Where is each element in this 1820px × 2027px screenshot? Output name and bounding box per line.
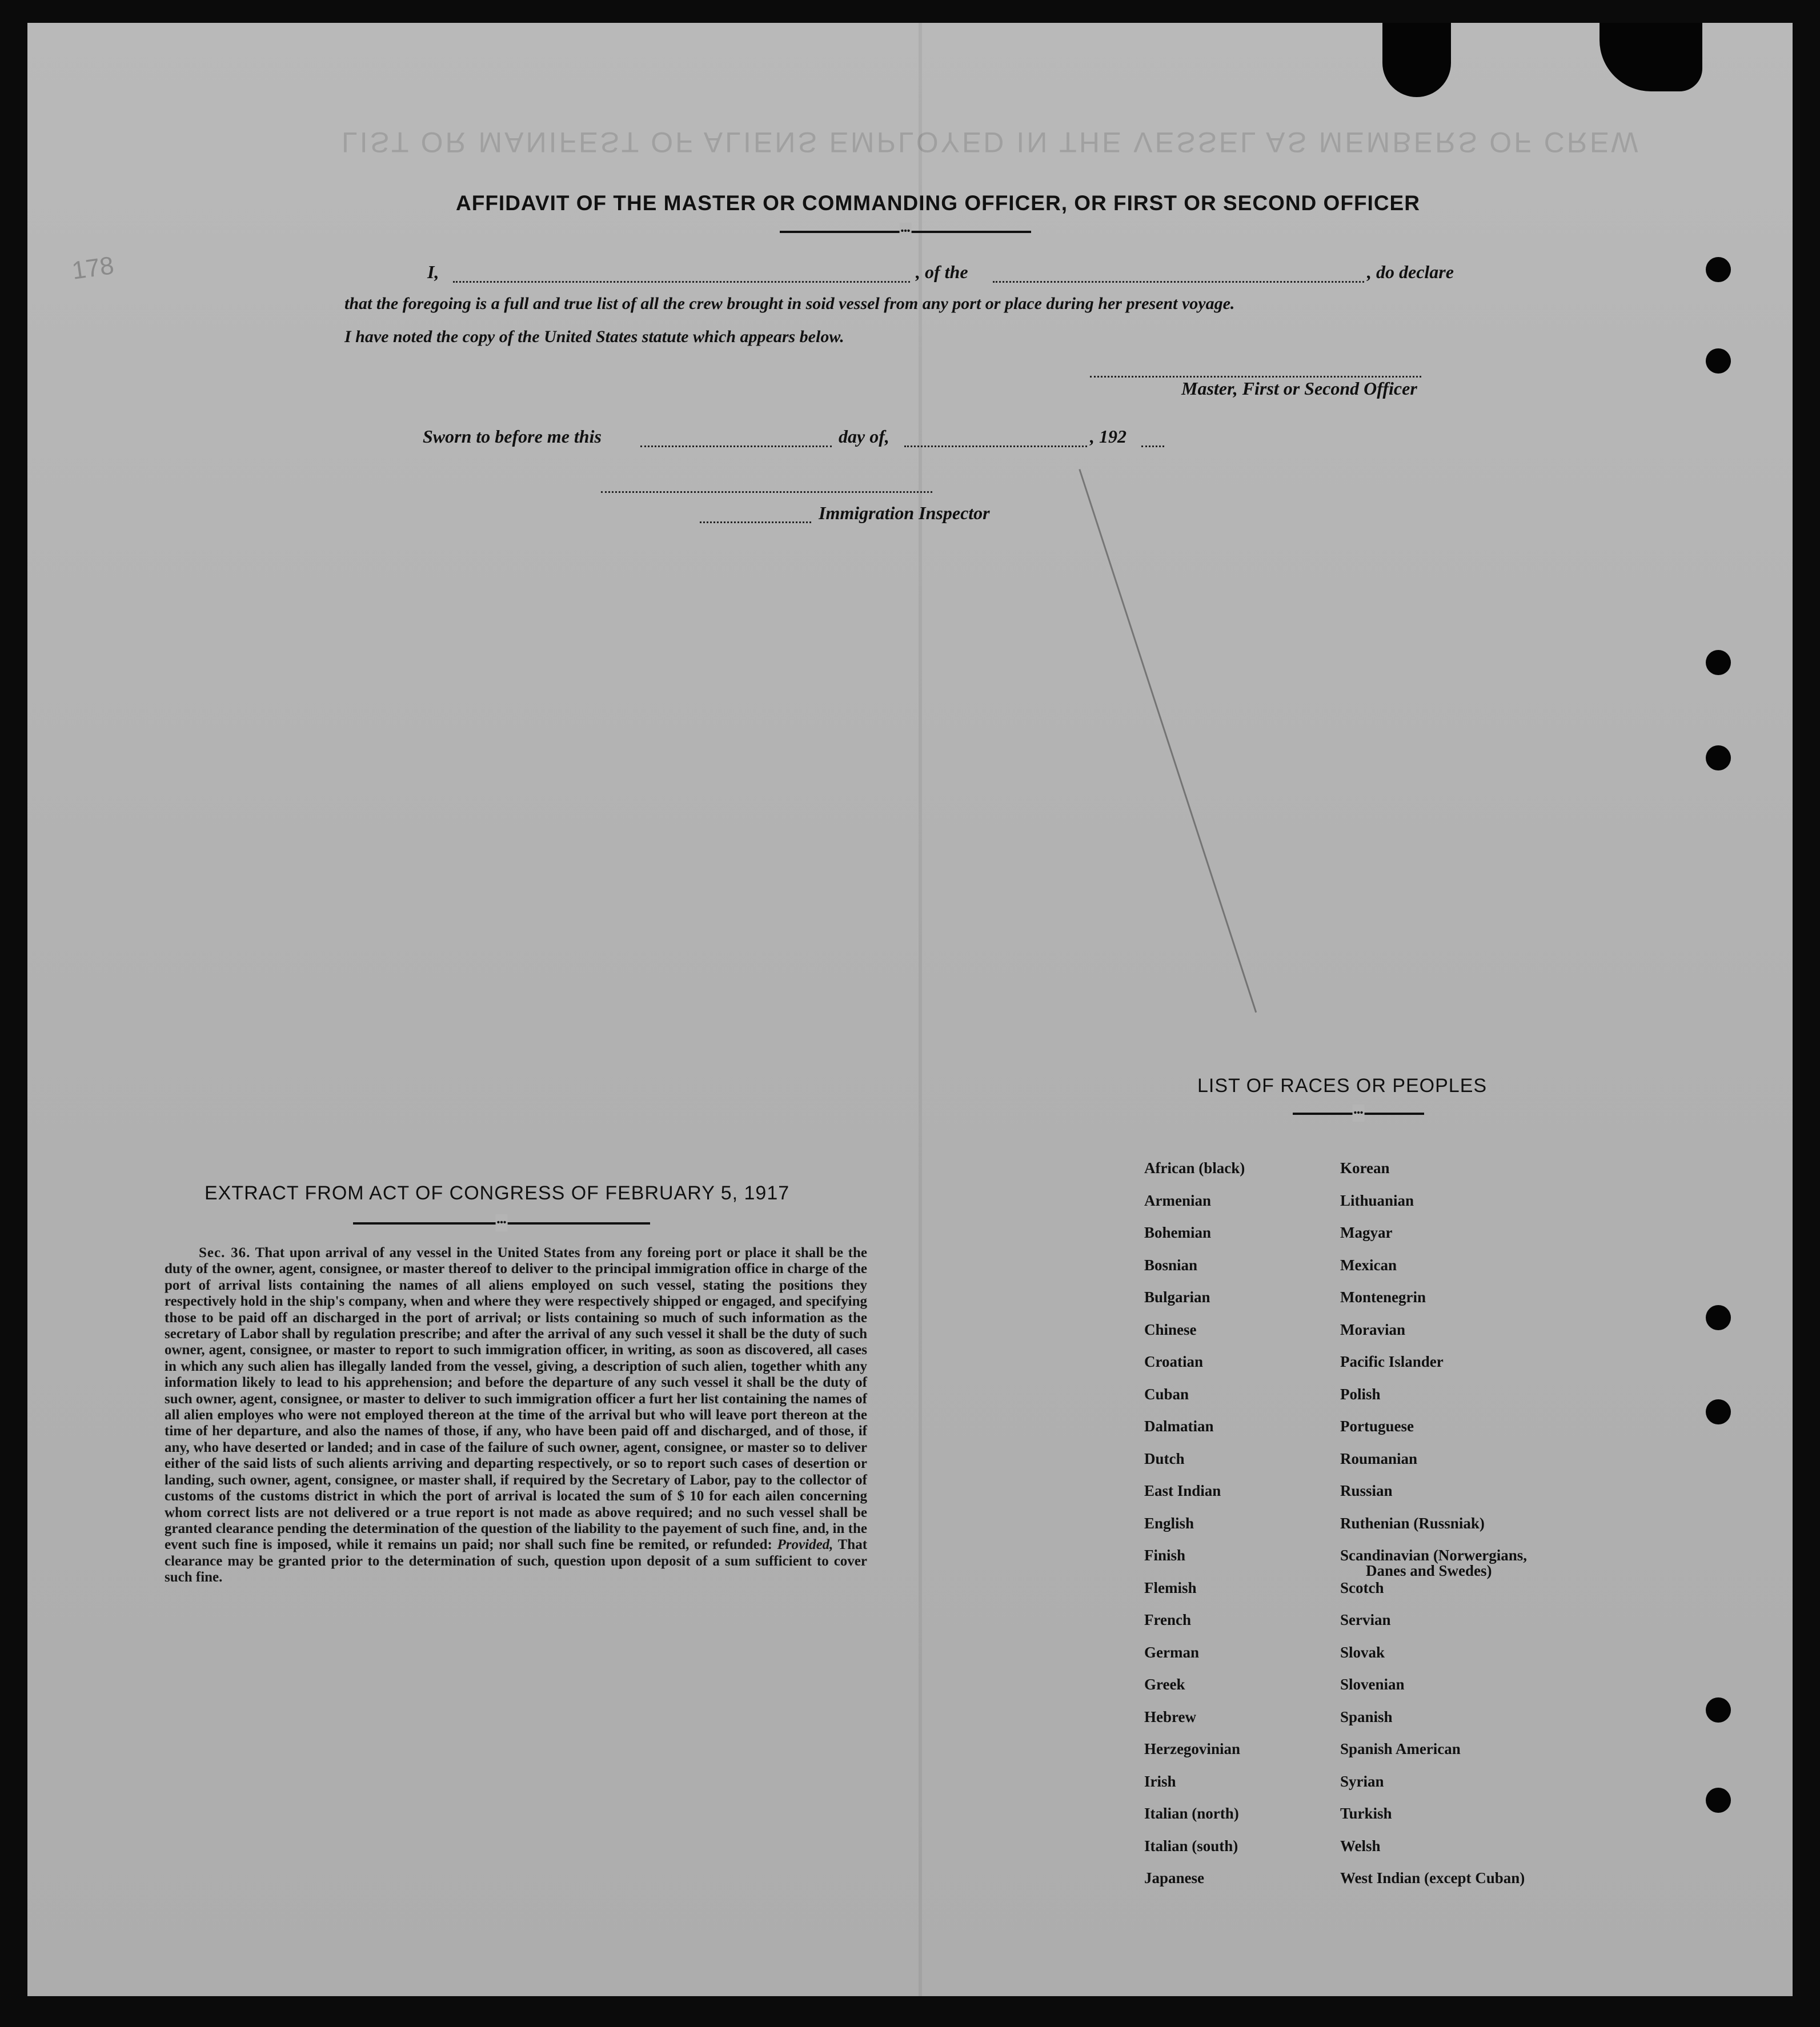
sworn-label: Sworn to before me this xyxy=(423,426,602,447)
race-item: Scandinavian (Norwergians, xyxy=(1340,1547,1528,1564)
affidavit-title-ornament xyxy=(780,231,1031,233)
document-page xyxy=(27,23,1793,1996)
race-item: Syrian xyxy=(1340,1772,1384,1790)
race-item: Italian (north) xyxy=(1144,1805,1239,1822)
race-item: Moravian xyxy=(1340,1320,1405,1338)
race-item: Dalmatian xyxy=(1144,1418,1214,1435)
punch-hole xyxy=(1706,257,1731,282)
inspector-name-field[interactable] xyxy=(700,521,811,523)
race-item: Danes and Swedes) xyxy=(1366,1562,1492,1579)
race-item: Armenian xyxy=(1144,1191,1211,1209)
extract-body-1: That upon arrival of any vessel in the United States from any foreing port or place it shall be the duty of the owner, agent, consignee, or master thereof to deliver to the principal immigration office in charge of the port of arrival lists containing the names of all aliens employed on such vessel, stating the positions they respectively hold in the ship's company, when and where they were respectively shipped or engaged, and specifying those to be paid off an discharged in the port of arrival; or lists containing so much of such information as the secretary of Labor shall by regulation prescribe; and after the arrival of any such vessel it shall be the duty of such owner, agent, consignee, or master to report to such immigration officer, in writing, as soon as discovered, all cases in which any such alien has illegally landed from the vessel, giving, a description of such alien, together whith any information likely to lead to his apprehension; and before the departure of any such vessel it shall be the duty of such owner, agent, consignee, or master to deliver to such immigration officer a furt her list containing the names of all alien employes who were not employed thereon at the time of the arrival but who will leave port thereon at the time of her departure, and also the names of those, if any, who have been paid off and discharged, and of those, if any, who have deserted or landed; and in case of the failure of such owner, agent, consignee, or master so to deliver either of the said lists of such alients arriving and departing respectively, or so to report such cases of desertion or landing, such owner, agent, consignee, or master shall, if required by the Secretary of Labor, pay to the collector of customs of the customs district in which the port of arrival is located the sum of $ 10 for each ailen concerning whom correct lists are not delivered or a true report is not made as above required; and no such vessel shall be granted clearance pending the determination of the question of the liability to the payement of such fine, and, in the event such fine is imposed, while it remains un paid; nor shall such fine be remited, or refunded: xyxy=(165,1245,867,1553)
punch-hole xyxy=(1706,1305,1731,1330)
extract-body-2: That clearance may be granted prior to the determination of such, question upon deposit of a sum sufficient to cover such fine. xyxy=(165,1537,868,1586)
race-item: Cuban xyxy=(1144,1385,1189,1403)
race-item: Irish xyxy=(1144,1772,1176,1790)
race-item: Croatian xyxy=(1144,1353,1204,1370)
sworn-month-field[interactable] xyxy=(904,445,1087,447)
race-item: African (black) xyxy=(1144,1159,1245,1177)
master-name-field[interactable] xyxy=(453,281,910,283)
vessel-name-field[interactable] xyxy=(993,281,1364,283)
extract-title: EXTRACT FROM ACT OF CONGRESS OF FEBRUARY 5, 1917 xyxy=(205,1182,790,1204)
race-item: Welsh xyxy=(1340,1837,1381,1855)
page-fold xyxy=(919,23,922,1996)
race-item: Spanish American xyxy=(1340,1740,1461,1757)
punch-hole xyxy=(1706,745,1731,770)
extract-provided: Provided, xyxy=(777,1537,833,1553)
race-item: Montenegrin xyxy=(1340,1289,1426,1306)
race-item: Hebrew xyxy=(1144,1708,1196,1725)
extract-title-ornament xyxy=(353,1222,650,1225)
affidavit-line-3: I have noted the copy of the United States statute which appears below. xyxy=(344,327,844,346)
punch-hole xyxy=(1706,1788,1731,1813)
inspector-label: Immigration Inspector xyxy=(819,503,990,523)
race-item: Spanish xyxy=(1340,1708,1393,1725)
race-item: Finish xyxy=(1144,1547,1186,1564)
race-item: Flemish xyxy=(1144,1579,1197,1596)
race-item: Portuguese xyxy=(1340,1418,1414,1435)
punch-hole xyxy=(1706,348,1731,374)
master-signature-label: Master, First or Second Officer xyxy=(1181,378,1417,399)
race-item: Herzegovinian xyxy=(1144,1740,1240,1757)
race-item: Greek xyxy=(1144,1676,1185,1693)
race-item: Polish xyxy=(1340,1385,1381,1403)
race-item: Korean xyxy=(1340,1159,1390,1177)
race-item: Lithuanian xyxy=(1340,1191,1414,1209)
torn-corner xyxy=(1382,23,1451,97)
race-item: Japanese xyxy=(1144,1869,1205,1886)
race-item: Scotch xyxy=(1340,1579,1384,1596)
race-item: Slovak xyxy=(1340,1643,1385,1661)
affidavit-do-declare: , do declare xyxy=(1367,262,1454,282)
race-item: Italian (south) xyxy=(1144,1837,1238,1855)
punch-hole xyxy=(1706,650,1731,675)
affidavit-line-2: that the foregoing is a full and true list of all the crew brought in soid vessel from any port or place during her present voyage. xyxy=(344,294,1235,313)
race-item: English xyxy=(1144,1514,1194,1532)
day-of-label: day of, xyxy=(839,426,889,447)
race-item: Mexican xyxy=(1340,1256,1397,1274)
sworn-day-field[interactable] xyxy=(640,445,832,447)
race-item: French xyxy=(1144,1611,1191,1628)
race-item: Bohemian xyxy=(1144,1224,1212,1241)
races-title: LIST OF RACES OR PEOPLES xyxy=(1197,1075,1488,1097)
race-item: Magyar xyxy=(1340,1224,1393,1241)
races-title-ornament xyxy=(1293,1113,1424,1115)
race-item: Bosnian xyxy=(1144,1256,1198,1274)
race-item: Bulgarian xyxy=(1144,1289,1210,1306)
race-item: Slovenian xyxy=(1340,1676,1405,1693)
race-item: Pacific Islander xyxy=(1340,1353,1444,1370)
race-item: Servian xyxy=(1340,1611,1391,1628)
margin-note: 178 xyxy=(70,251,116,285)
race-item: German xyxy=(1144,1643,1199,1661)
race-item: Russian xyxy=(1340,1482,1393,1499)
punch-hole xyxy=(1706,1697,1731,1723)
race-item: Roumanian xyxy=(1340,1450,1418,1467)
affidavit-of-the-label: , of the xyxy=(916,262,968,282)
race-item: Chinese xyxy=(1144,1320,1197,1338)
extract-body xyxy=(165,1245,867,1586)
race-item: Turkish xyxy=(1340,1805,1392,1822)
race-item: Ruthenian (Russniak) xyxy=(1340,1514,1485,1532)
section-label: Sec. 36. xyxy=(199,1245,251,1261)
sworn-year-field[interactable] xyxy=(1141,445,1164,447)
bleed-through-text: LIST OR MANIFEST OF ALIENS EMPLOYED IN THE VESSEL AS MEMBERS OF CREW xyxy=(342,126,1641,158)
master-signature-field[interactable] xyxy=(1090,376,1421,378)
year-label: , 192 xyxy=(1090,426,1127,447)
race-item: East Indian xyxy=(1144,1482,1221,1499)
inspector-signature-field[interactable] xyxy=(601,491,932,493)
affidavit-i-label: I, xyxy=(427,262,439,282)
race-item: West Indian (except Cuban) xyxy=(1340,1869,1525,1886)
punch-hole xyxy=(1706,1399,1731,1424)
pencil-mark xyxy=(1079,467,1262,1013)
race-item: Dutch xyxy=(1144,1450,1185,1467)
affidavit-title: AFFIDAVIT OF THE MASTER OR COMMANDING OFFICER, OR FIRST OR SECOND OFFICER xyxy=(456,191,1420,215)
